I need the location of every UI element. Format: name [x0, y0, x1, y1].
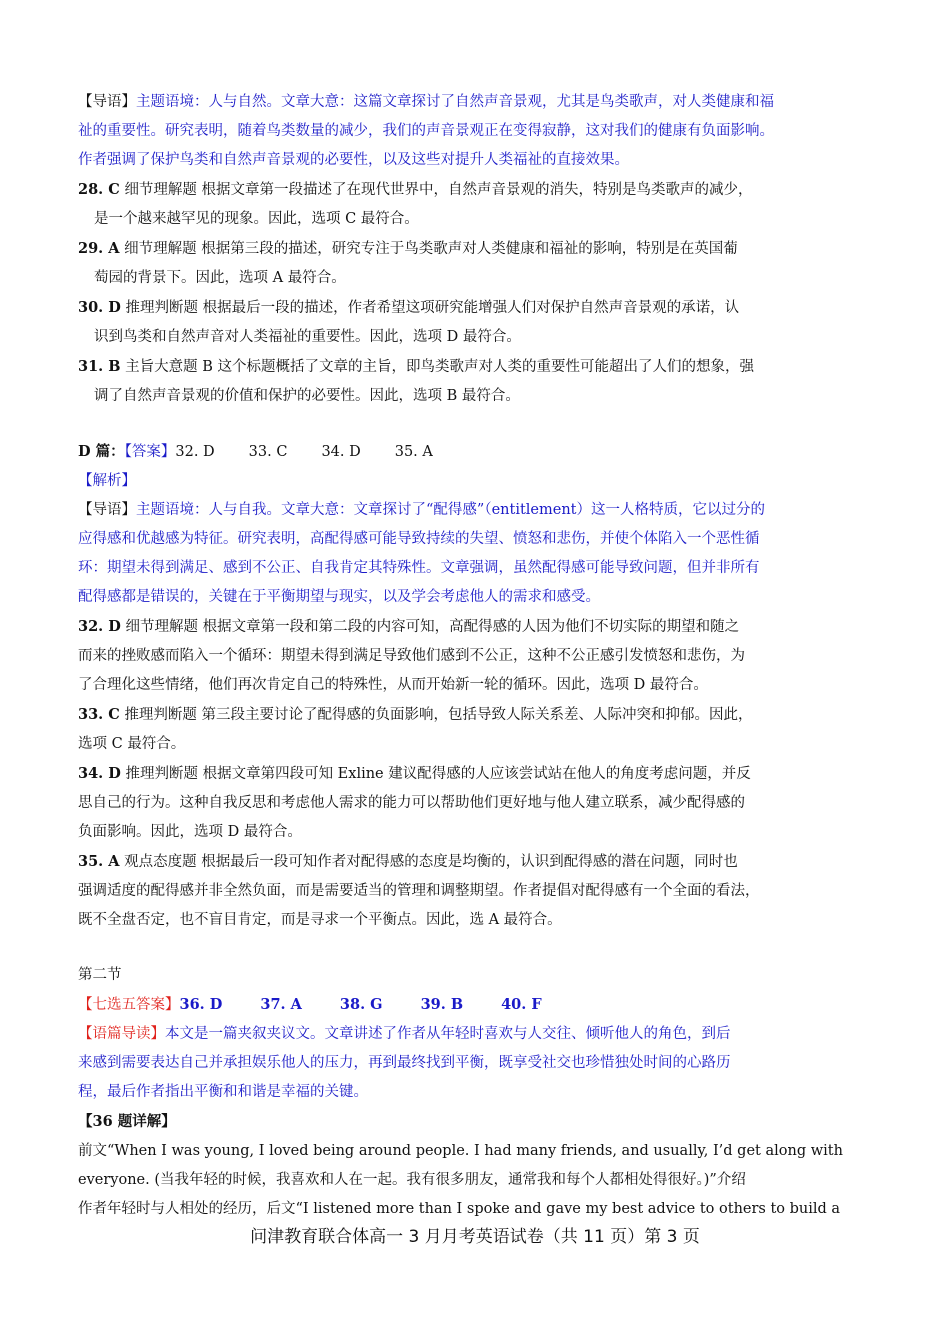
question-33 [78, 700, 883, 759]
answer-item: 40. F [501, 996, 542, 1013]
detail-text: 作者年轻时与人相处的经历，后文“I listened more than I spoke and gave my best advice to others to build a [78, 1201, 841, 1217]
question-text: 推理判断题 第三段主要讨论了配得感的负面影响，包括导致人际关系差、人际冲突和抑郁。因此， [124, 707, 753, 723]
analysis-label: 【解析】 [78, 473, 136, 489]
page-footer: 问津教育联合体高一 3 月月考英语试卷（共 11 页）第 3 页 [250, 1227, 700, 1247]
answer-item: 34. D [321, 444, 361, 460]
question-text: 主旨大意题 B 这个标题概括了文章的主旨，即鸟类歌声对人类的重要性可能超出了人们的想象，强 [125, 359, 755, 375]
question-text: 而来的挫败感而陷入一个循环：期望未得到满足导致他们感到不公正，这种不公正感引发愤怒和悲伤，为 [78, 648, 745, 664]
answer-item: 39. B [420, 996, 464, 1013]
intro-line: 应得感和优越感为特征。研究表明，高配得感可能导致持续的失望、愤怒和悲伤，并使个体陷入一个恶性循 [78, 531, 760, 547]
detail-text: everyone. (当我年轻的时候，我喜欢和人在一起。我有很多朋友，通常我和每个人都相处得很好。)”介绍 [78, 1172, 746, 1188]
question-number: 33. C [78, 706, 120, 723]
detail-title: 【36 题详解】 [78, 1113, 176, 1130]
question-number: 32. D [78, 618, 121, 635]
intro-line: 祉的重要性。研究表明，随着鸟类数量的减少，我们的声音景观正在变得寂静，这对我们的健康有负面影响。 [78, 123, 774, 139]
question-number: 29. A [78, 240, 120, 257]
intro-tag: 【导语】 [78, 94, 136, 110]
answer-item: 33. C [248, 444, 288, 460]
question-36-title [78, 1107, 883, 1137]
section-two-title [78, 961, 883, 990]
guide-tag: 【语篇导读】 [78, 1026, 165, 1042]
answer-item: 35. A [394, 444, 433, 460]
question-number: 35. A [78, 853, 120, 870]
answer-item: 38. G [339, 996, 383, 1013]
section-two [78, 961, 883, 1224]
guide-line: 来感到需要表达自己并承担娱乐他人的压力，再到最终找到平衡，既享受社交也珍惜独处时间的心路历 [78, 1055, 731, 1071]
answer-tag: 【七选五答案】 [78, 997, 180, 1013]
question-text: 推理判断题 根据最后一段的描述，作者希望这项研究能增强人们对保护自然声音景观的承诺，认 [125, 300, 740, 316]
guide-line: 程，最后作者指出平衡和和谐是幸福的关键。 [78, 1084, 368, 1100]
question-text: 识到鸟类和自然声音对人类福祉的重要性。因此，选项 D 最符合。 [94, 329, 521, 345]
question-text: 思自己的行为。这种自我反思和考虑他人需求的能力可以帮助他们更好地与他人建立联系，减少配得感的 [78, 795, 745, 811]
answer-item: 37. A [260, 996, 302, 1013]
question-28 [78, 175, 883, 234]
question-text: 细节理解题 根据文章第一段描述了在现代世界中，自然声音景观的消失，特别是鸟类歌声的减少， [124, 182, 753, 198]
question-text: 既不全盘否定，也不盲目肯定，而是寻求一个平衡点。因此，选 A 最符合。 [78, 912, 562, 928]
intro-line: 环：期望未得到满足、感到不公正、自我肯定其特殊性。文章强调，虽然配得感可能导致问题，但并非所有 [78, 560, 760, 576]
question-30 [78, 293, 883, 352]
question-number: 28. C [78, 181, 120, 198]
analysis-tag [78, 467, 883, 496]
question-text: 选项 C 最符合。 [78, 736, 186, 752]
intro-line: 作者强调了保护鸟类和自然声音景观的必要性，以及这些对提升人类福祉的直接效果。 [78, 152, 629, 168]
question-number: 30. D [78, 299, 121, 316]
section-title: 第二节 [78, 967, 122, 983]
question-text: 调了自然声音景观的价值和保护的必要性。因此，选项 B 最符合。 [94, 388, 520, 404]
section-title: D 篇： [78, 443, 125, 460]
detail-text: 前文“When I was young, I loved being around people. I had many friends, and usually, I’d get along with [78, 1143, 843, 1159]
question-text: 细节理解题 根据文章第一段和第二段的内容可知，高配得感的人因为他们不切实际的期望和随之 [125, 619, 740, 635]
guide-line: 本文是一篇夹叙夹议文。文章讲述了作者从年轻时喜欢与人交往、倾听他人的角色，到后 [165, 1026, 731, 1042]
question-31 [78, 352, 883, 411]
intro-line: 主题语境：人与自我。文章大意：文章探讨了“配得感”（entitlement）这一人格特质，它以过分的 [136, 502, 765, 518]
section-d [78, 437, 883, 935]
question-number: 31. B [78, 358, 121, 375]
section-d-answers [78, 437, 883, 467]
intro-line: 主题语境：人与自然。文章大意：这篇文章探讨了自然声音景观，尤其是鸟类歌声，对人类健康和福 [136, 94, 774, 110]
question-29 [78, 234, 883, 293]
answer-tag: 【答案】 [124, 444, 176, 460]
answer-item: 36. D [179, 996, 223, 1013]
answer-item: 32. D [175, 444, 215, 460]
question-text: 是一个越来越罕见的现象。因此，选项 C 最符合。 [94, 211, 419, 227]
question-text: 负面影响。因此，选项 D 最符合。 [78, 824, 302, 840]
question-32 [78, 612, 883, 700]
question-text: 观点态度题 根据最后一段可知作者对配得感的态度是均衡的，认识到配得感的潜在问题，同时也 [124, 854, 738, 870]
intro-line: 配得感都是错误的，关键在于平衡期望与现实，以及学会考虑他人的需求和感受。 [78, 589, 600, 605]
question-number: 34. D [78, 765, 121, 782]
question-text: 细节理解题 根据第三段的描述，研究专注于鸟类歌声对人类健康和福祉的影响，特别是在英国葡 [124, 241, 738, 257]
question-text: 强调适度的配得感并非全然负面，而是需要适当的管理和调整期望。作者提倡对配得感有一个全面的看法， [78, 883, 760, 899]
question-34 [78, 759, 883, 847]
question-35 [78, 847, 883, 935]
answer-page [78, 88, 883, 1224]
seven-choose-five-answers [78, 990, 883, 1020]
passage-guide [78, 1020, 883, 1107]
question-36-detail [78, 1137, 883, 1224]
section-c [78, 88, 883, 411]
question-text: 了合理化这些情绪，他们再次肯定自己的特殊性，从而开始新一轮的循环。因此，选项 D 最符合。 [78, 677, 708, 693]
question-text: 推理判断题 根据文章第四段可知 Exline 建议配得感的人应该尝试站在他人的角度考虑问题，并反 [125, 766, 751, 782]
section-d-intro [78, 496, 883, 612]
question-text: 萄园的背景下。因此，选项 A 最符合。 [94, 270, 346, 286]
intro-tag: 【导语】 [78, 502, 136, 518]
section-c-intro [78, 88, 883, 175]
